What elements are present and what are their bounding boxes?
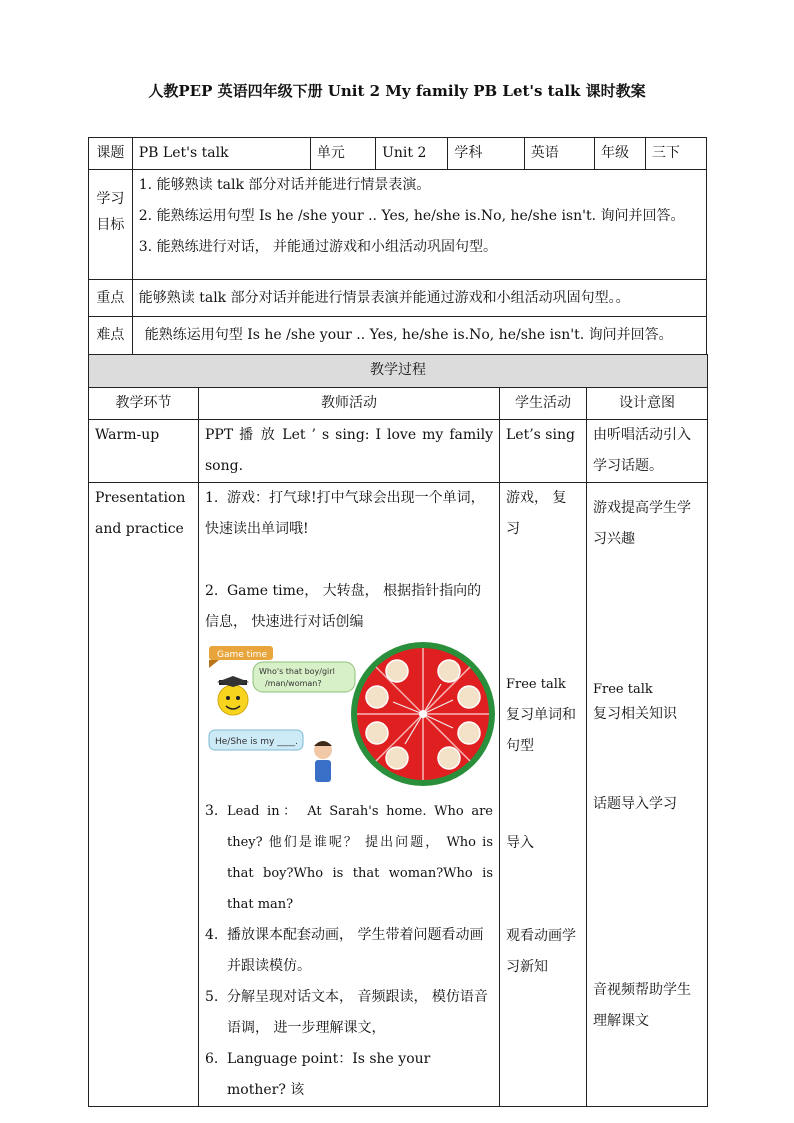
step-item [205, 982, 493, 1044]
step-text: 播放课本配套动画， 学生带着问题看动画并跟读模仿。 [227, 927, 484, 974]
purpose-cell [587, 483, 708, 1107]
step-item [205, 576, 493, 638]
step-number: 3. [205, 803, 219, 819]
col-teacher: 教师活动 [199, 388, 500, 420]
topic-value: PB Let's talk [132, 138, 310, 170]
goals-label: 学习目标 [89, 170, 133, 280]
key-label: 重点 [89, 280, 133, 317]
step-text: Lead in： At Sarah's home. Who are they? 他们是谁呢？ 提出问题， Who is that boy?Who is that woman?Who is that man? [227, 804, 493, 912]
lesson-info-table [88, 137, 707, 365]
unit-label: 单元 [310, 138, 375, 170]
warmup-purpose: 由听唱活动引入学习话题。 [587, 420, 708, 483]
spinner-wheel-illustration [205, 640, 495, 788]
goal-item: 3. 能熟练进行对话， 并能通过游戏和小组活动巩固句型。 [138, 239, 498, 255]
bubble-question-line1: Who's that boy/girl [259, 667, 335, 676]
col-student: 学生活动 [500, 388, 587, 420]
step-number: 2. [205, 583, 219, 599]
process-table [88, 354, 708, 1107]
col-purpose: 设计意图 [587, 388, 708, 420]
step-text: Game time， 大转盘， 根据指针指向的信息， 快速进行对话创编 [205, 583, 482, 630]
step-number: 1. [205, 490, 219, 506]
student-activity: 复习单词和句型 [506, 707, 576, 754]
goal-item: 2. 能熟练运用句型 Is he /she your .. Yes, he/she is.No, he/she isn't. 询问并回答。 [138, 208, 685, 224]
step-number: 5. [205, 989, 219, 1005]
difficult-label: 难点 [89, 317, 133, 365]
step-number: 4. [205, 927, 219, 943]
bubble-answer: He/She is my ____. [215, 737, 299, 747]
step-text: 游戏：打气球!打中气球会出现一个单词， 快速读出单词哦! [205, 490, 485, 537]
step-number: 6. [205, 1051, 219, 1067]
step-item [205, 796, 493, 920]
step-text: Language point：Is she your mother? 该 [227, 1051, 431, 1098]
bubble-question-line2: /man/woman? [265, 679, 322, 688]
key-text: 能够熟读 talk 部分对话并能进行情景表演并能通过游戏和小组活动巩固句型。。 [132, 280, 706, 317]
topic-label: 课题 [89, 138, 133, 170]
page-title: 人教PEP 英语四年级下册 Unit 2 My family PB Let's talk 课时教案 [148, 82, 646, 100]
warmup-student: Let’s sing [500, 420, 587, 483]
col-stage: 教学环节 [89, 388, 199, 420]
student-activity: 观看动画学习新知 [506, 928, 576, 975]
game-tag: Game time [217, 650, 267, 660]
purpose-item: 话题导入学习 [593, 796, 677, 812]
purpose-item: 音视频帮助学生理解课文 [593, 982, 691, 1029]
subject-value: 英语 [524, 138, 594, 170]
process-header: 教学过程 [89, 355, 708, 388]
subject-label: 学科 [448, 138, 524, 170]
grade-label: 年级 [594, 138, 645, 170]
student-activity: Free talk [506, 677, 566, 692]
grade-value: 三下 [645, 138, 706, 170]
student-activities-cell [500, 483, 587, 1107]
student-activity: 导入 [506, 835, 534, 851]
goal-item: 1. 能够熟读 talk 部分对话并能进行情景表演。 [138, 177, 431, 193]
step-item [205, 483, 493, 545]
step-text: 分解呈现对话文本， 音频跟读， 模仿语音语调， 进一步理解课文， [227, 989, 488, 1036]
warmup-teacher: PPT 播 放 Let ’ s sing: I love my family song. [199, 420, 500, 483]
step-item [205, 1044, 493, 1106]
goals-cell [132, 170, 706, 280]
teacher-steps-cell [199, 483, 500, 1107]
student-activity: 游戏， 复习 [506, 490, 567, 537]
unit-value: Unit 2 [376, 138, 448, 170]
presentation-stage: Presentation and practice [89, 483, 199, 1107]
step-item [205, 920, 493, 982]
purpose-item: 游戏提高学生学习兴趣 [593, 500, 691, 547]
game-illustration [205, 640, 495, 788]
warmup-stage: Warm-up [89, 420, 199, 483]
purpose-item: 复习相关知识 [593, 706, 677, 722]
difficult-text: 能熟练运用句型 Is he /she your .. Yes, he/she is.No, he/she isn't. 询问并回答。 [132, 317, 706, 365]
purpose-item: Free talk [593, 682, 653, 697]
